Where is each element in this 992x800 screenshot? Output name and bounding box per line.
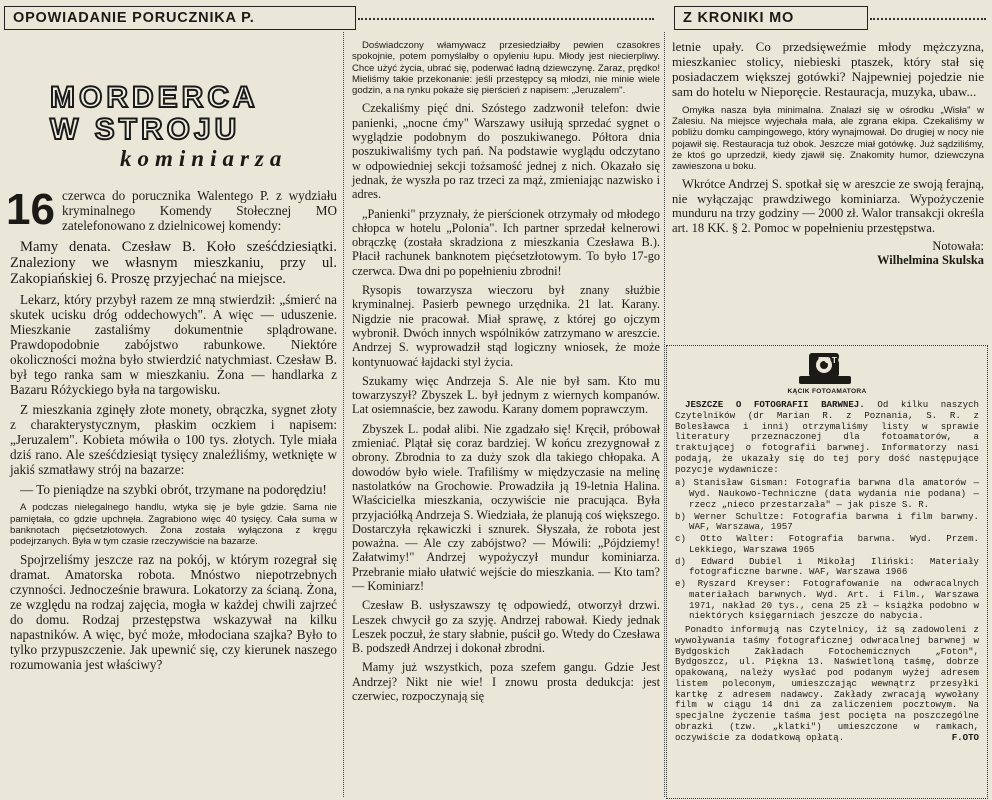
drop-cap-number: 16 xyxy=(6,185,55,234)
article-column-3 xyxy=(672,40,984,272)
paragraph: Rysopis towarzysza wieczoru był znany służbie kryminalnej. Pasierb pewnego urzędnika. 21 lat. Karany. Nigdzie nie pracował. Miał sprawę, z której go ojczym wybronił. Dwóch innych wspólników zatrzymano w areszcie. Andrzej S. wyprowadził stąd logiczny wniosek, że może kontynuować łajdacki styl życia. xyxy=(352,283,660,369)
paragraph: „Panienki" przyznały, że pierścionek otrzymały od młodego chłopca w hotelu „Polonia". Ich partner sprzedał kelnerowi obrączkę (została skradziona z mieszkania Czesława B.). Płacił rachunek banknotem pięćsetzłotowym. To było 17-go czerwca. Dwa dni po popełnieniu zbrodni! xyxy=(352,206,660,278)
logo-caption: KĄCIK FOTOAMATORA xyxy=(787,388,867,395)
book-list-item: c) Otto Walter: Fotografia barwna. Wyd. Przem. Lekkiego, Warszawa 1965 xyxy=(675,533,979,555)
paragraph: Czesław B. usłyszawszy tę odpowiedź, otworzył drzwi. Leszek chwycił go za szyję. Andrzej rabował. Kiedy jednak Leszek poczuł, że stary słabnie, puścił go. Wtedy do Czesława B. podszedł Andrzej i dokonał zbrodni. xyxy=(352,598,660,656)
paragraph: — To pieniądze na szybki obrót, trzymane na podorędziu! xyxy=(20,482,327,498)
paragraph: Spojrzeliśmy jeszcze raz na pokój, w którym rozegrał się dramat. Amatorska robota. Mnóstwo niepotrzebnych czynności. Jednocześnie brawura. Lokatorzy za ścianą. Żona, ze względu na rodzaj zajęcia, mogła w każdej chwili zajrzeć do domu. Rodzaj przestępstwa wskazywał na kilku napastników. A więc, być może, młodociana szajka? Było to tylko przypuszczenie. Jak upewnić się, czy kierunek naszego rozumowania jest właściwy? xyxy=(10,552,337,673)
paragraph: Zbyszek L. podał alibi. Nie zgadzało się! Kręcił, próbował zmieniać. Plątał się coraz bardziej. W końcu zrezygnował z obrony. Zbrodnia to za duży szok dla takiego chłopaka. A dowodów było wiele. Trafiliśmy w międzyczasie na melinę nastolatków na Grochowie. Prowadziła ją 19-letnia Halina. Właścicielka mieszkania, oczywiście nie pracująca. Była przyjaciółką Andrzeja S. Wiedziała, że planują coś większego. Dostarczyła rękawiczki i sznurek. Słyszała, że robota jest poważna. — Ale czy zabójstwo? — Mówili: „Pójdziemy! Załatwimy!" Andrzej wypożyczył mundur kominiarza. Przebranie miało ułatwić wejście do mieszkania. — Kto tam? — Kominiarz! xyxy=(352,421,660,593)
article-column-1 xyxy=(10,188,337,677)
sidebar-intro xyxy=(675,400,979,475)
article-column-2 xyxy=(352,40,660,708)
paragraph: Mamy już wszystkich, poza szefem gangu. Gdzie Jest Andrzej? Nikt nie wie! I znowu prosta dedukcja: jest czerwiec, rozpoczynają się xyxy=(352,660,660,704)
photo-corner-box xyxy=(666,345,988,799)
author-name: Wilhelmina Skulska xyxy=(877,253,984,268)
paragraph: Mamy denata. Czesław B. Koło sześćdziesiątki. Znaleziony we własnym mieszkaniu, przy ul. Zakopiańskiej 6. Proszę przyjechać na miejsce. xyxy=(10,238,337,288)
section-header-chronicle: Z KRONIKI MO xyxy=(674,6,868,30)
noted-by-label: Notowała: xyxy=(932,239,984,254)
book-list-item: b) Werner Schultze: Fotografia barwna i film barwny. WAF, Warszawa, 1957 xyxy=(675,510,979,533)
paragraph: Omyłka nasza była minimalna. Znalazł się w ośrodku „Wisła" w Zalesiu. Na miejsce wyjechała mała, ale zgrana ekipa. Czekaliśmy w pobliżu domku campingowego, który wynajmował. Do drugiej w nocy nie pojawił się. Restauracja tuż obok. Jeszcze miał gotówkę. Już sądziliśmy, że ktoś go uprzedził, kiedy zjawił się. Znakomity humor, dziewczyna zawieszona u boku. xyxy=(672,104,984,173)
header-dotted-rule xyxy=(358,18,654,20)
paragraph: Z mieszkania zginęły złote monety, obrączka, sygnet złoty z charakterystycznym, płaskim oczkiem i napisem: „Jeruzalem". Kobieta mówiła o 100 tys. złotych. Tyle miała dziś rano. Ale sześćdziesiąt tysięcy znaleźliśmy, wetknięte w jakiś szmatławy strój na bazarze: xyxy=(10,402,337,478)
paragraph: A podczas nielegalnego handlu, wtyka się je byle gdzie. Sama nie pamiętała, co gdzie upchnęła. Zagrabiono więc 40 tysięcy. Cała suma w banknotach pięćsetzłotowych. Żona została wyłączona z kręgu podejrzanych. Była w tym czasie rzeczywiście na bazarze. xyxy=(10,502,337,548)
paragraph: Doświadczony włamywacz przesiedziałby pewien czasokres spokojnie, potem pomyślałby o opyleniu łupu. Młody jest niecierpliwy. Chce użyć życia, ubrać się, poderwać ładną dziewczynę. Zaraz, prędko! Mieliśmy takie przekonanie: jeśli przestępcy są młodzi, nie minie wiele godzin, a na rynku pokaże się pierścień z napisem: „Jeruzalem". xyxy=(352,40,660,97)
sidebar-intro-text: Od kilku naszych Czytelników (dr Marian R. z Poznania, S. R. z Bolesławca i inni) otrzymaliśmy listy w sprawie literatury przeznaczonej dla fotoamatorów, a traktującej o fotografii barwnej. Informatorzy nasi podają, że ukazały się do tej pory dość następujące pozycje wydawnicze: xyxy=(675,399,979,475)
section-header-story: OPOWIADANIE PORUCZNIKA P. xyxy=(4,6,356,30)
paragraph: Lekarz, który przybył razem ze mną stwierdził: „śmierć na skutek ucisku dróg oddechowych". A więc — uduszenie. Mieszkanie zastaliśmy dokumentnie splądrowane. Prawdopodobnie zabójstwo rabunkowe. Niektóre okoliczności można było stwierdzić natychmiast. Czesław B. był tego ranka sam w mieszkaniu. Żona — handlarka z Bazaru Różyckiego była na targowisku. xyxy=(10,292,337,398)
book-list-item: a) Stanisław Gisman: Fotografia barwna dla amatorów — Wyd. Naukowo-Techniczne (data wydania nie podana) — rzecz „nieco przestarzała" — jak pisze S. R. xyxy=(675,477,979,510)
column-divider xyxy=(343,32,344,797)
article-title-line2: W STROJU xyxy=(50,113,241,146)
article-title-line1: MORDERCA xyxy=(50,81,259,114)
book-list-item: e) Ryszard Kreyser: Fotografowanie na odwracalnych materiałach barwnych. Wyd. Art. i Film., Warszawa 1971, nakład 20 tys., cena 25 zł — książka podobno w niektórych księgarniach jeszcze do nabycia. xyxy=(675,578,979,622)
sidebar-heading: JESZCZE O FOTOGRAFII BARWNEJ. xyxy=(685,399,865,410)
header-dotted-rule-right xyxy=(870,18,986,20)
book-list-item: d) Edward Dubiel i Mikołaj Iliński: Materiały fotograficzne barwne. WAF, Warszawa 1966 xyxy=(675,555,979,578)
paragraph: Wkrótce Andrzej S. spotkał się w areszcie ze swoją ferajną, nie wyłączając prawdziwego kominiarza. Wypożyczenie munduru na trzy godziny — 2000 zł. Walor transakcji określa art. 18 KK. § 2. Pomoc w popełnieniu przestępstwa. xyxy=(672,177,984,235)
logo-text: FOTO xyxy=(818,355,846,365)
paragraph: czerwca do porucznika Walentego P. z wydziału kryminalnego Komendy Stołecznej MO zatelefonowano z dzielnicowej komendy: xyxy=(62,188,337,234)
paragraph: Czekaliśmy pięć dni. Szóstego zadzwonił telefon: dwie panienki, „nocne ćmy" Warszawy usiłują sprzedać sygnet o wyglądzie podobnym do poszukiwanego. Półtora dnia poszukiwaliśmy tych pań. Na podstawie wyglądu odczytano w odpowiedniej sekcji tożsamość jednej z nich. Okazało się jednak, że wyszła po raz trzeci za mąż, zmieniając nazwisko i adres. xyxy=(352,101,660,202)
sidebar-outro xyxy=(675,625,979,743)
sidebar-outro-text: Ponadto informują nas Czytelnicy, iż są zadowoleni z wywoływania taśmy fotograficznej odwracalnej barwnej w Bydgoskich Zakładach Fotochemicznych „Foton", Bydgoszcz, ul. Piękna 13. Naświetloną taśmę, dobrze opakowaną, należy wysłać pod podanym wyżej adresem listem poleconym, umieszczając wewnątrz przesyłki kartkę z adresem nadawcy. Zakłady zwracają wywołany film w ciągu 14 dni za zaliczeniem pocztowym. Na specjalne życzenie taśma jest pocięta na poszczególne obrazki (tzw. „klatki") umieszczone w ramkach, oczywiście za dodatkową opłatą. xyxy=(675,624,979,743)
column-divider xyxy=(664,32,665,797)
paragraph: Szukamy więc Andrzeja S. Ale nie był sam. Kto mu towarzyszył? Zbyszek L. był jednym z wiernych kompanów. Lat osiemnaście, bez zawodu. Karany domem poprawczym. xyxy=(352,373,660,417)
article-subtitle: kominiarza xyxy=(120,146,288,171)
sidebar-text xyxy=(675,400,979,743)
sidebar-signature: F.OTO xyxy=(951,731,979,743)
paragraph: letnie upały. Co przedsięweźmie młody mężczyzna, mieszkaniec stolicy, niebieski ptaszek, który stał się posiadaczem większej gotówki? Najpewniej pojedzie nie sam do hotelu w Nieporęcie. Restauracja, muzyka, ubaw... xyxy=(672,39,984,99)
